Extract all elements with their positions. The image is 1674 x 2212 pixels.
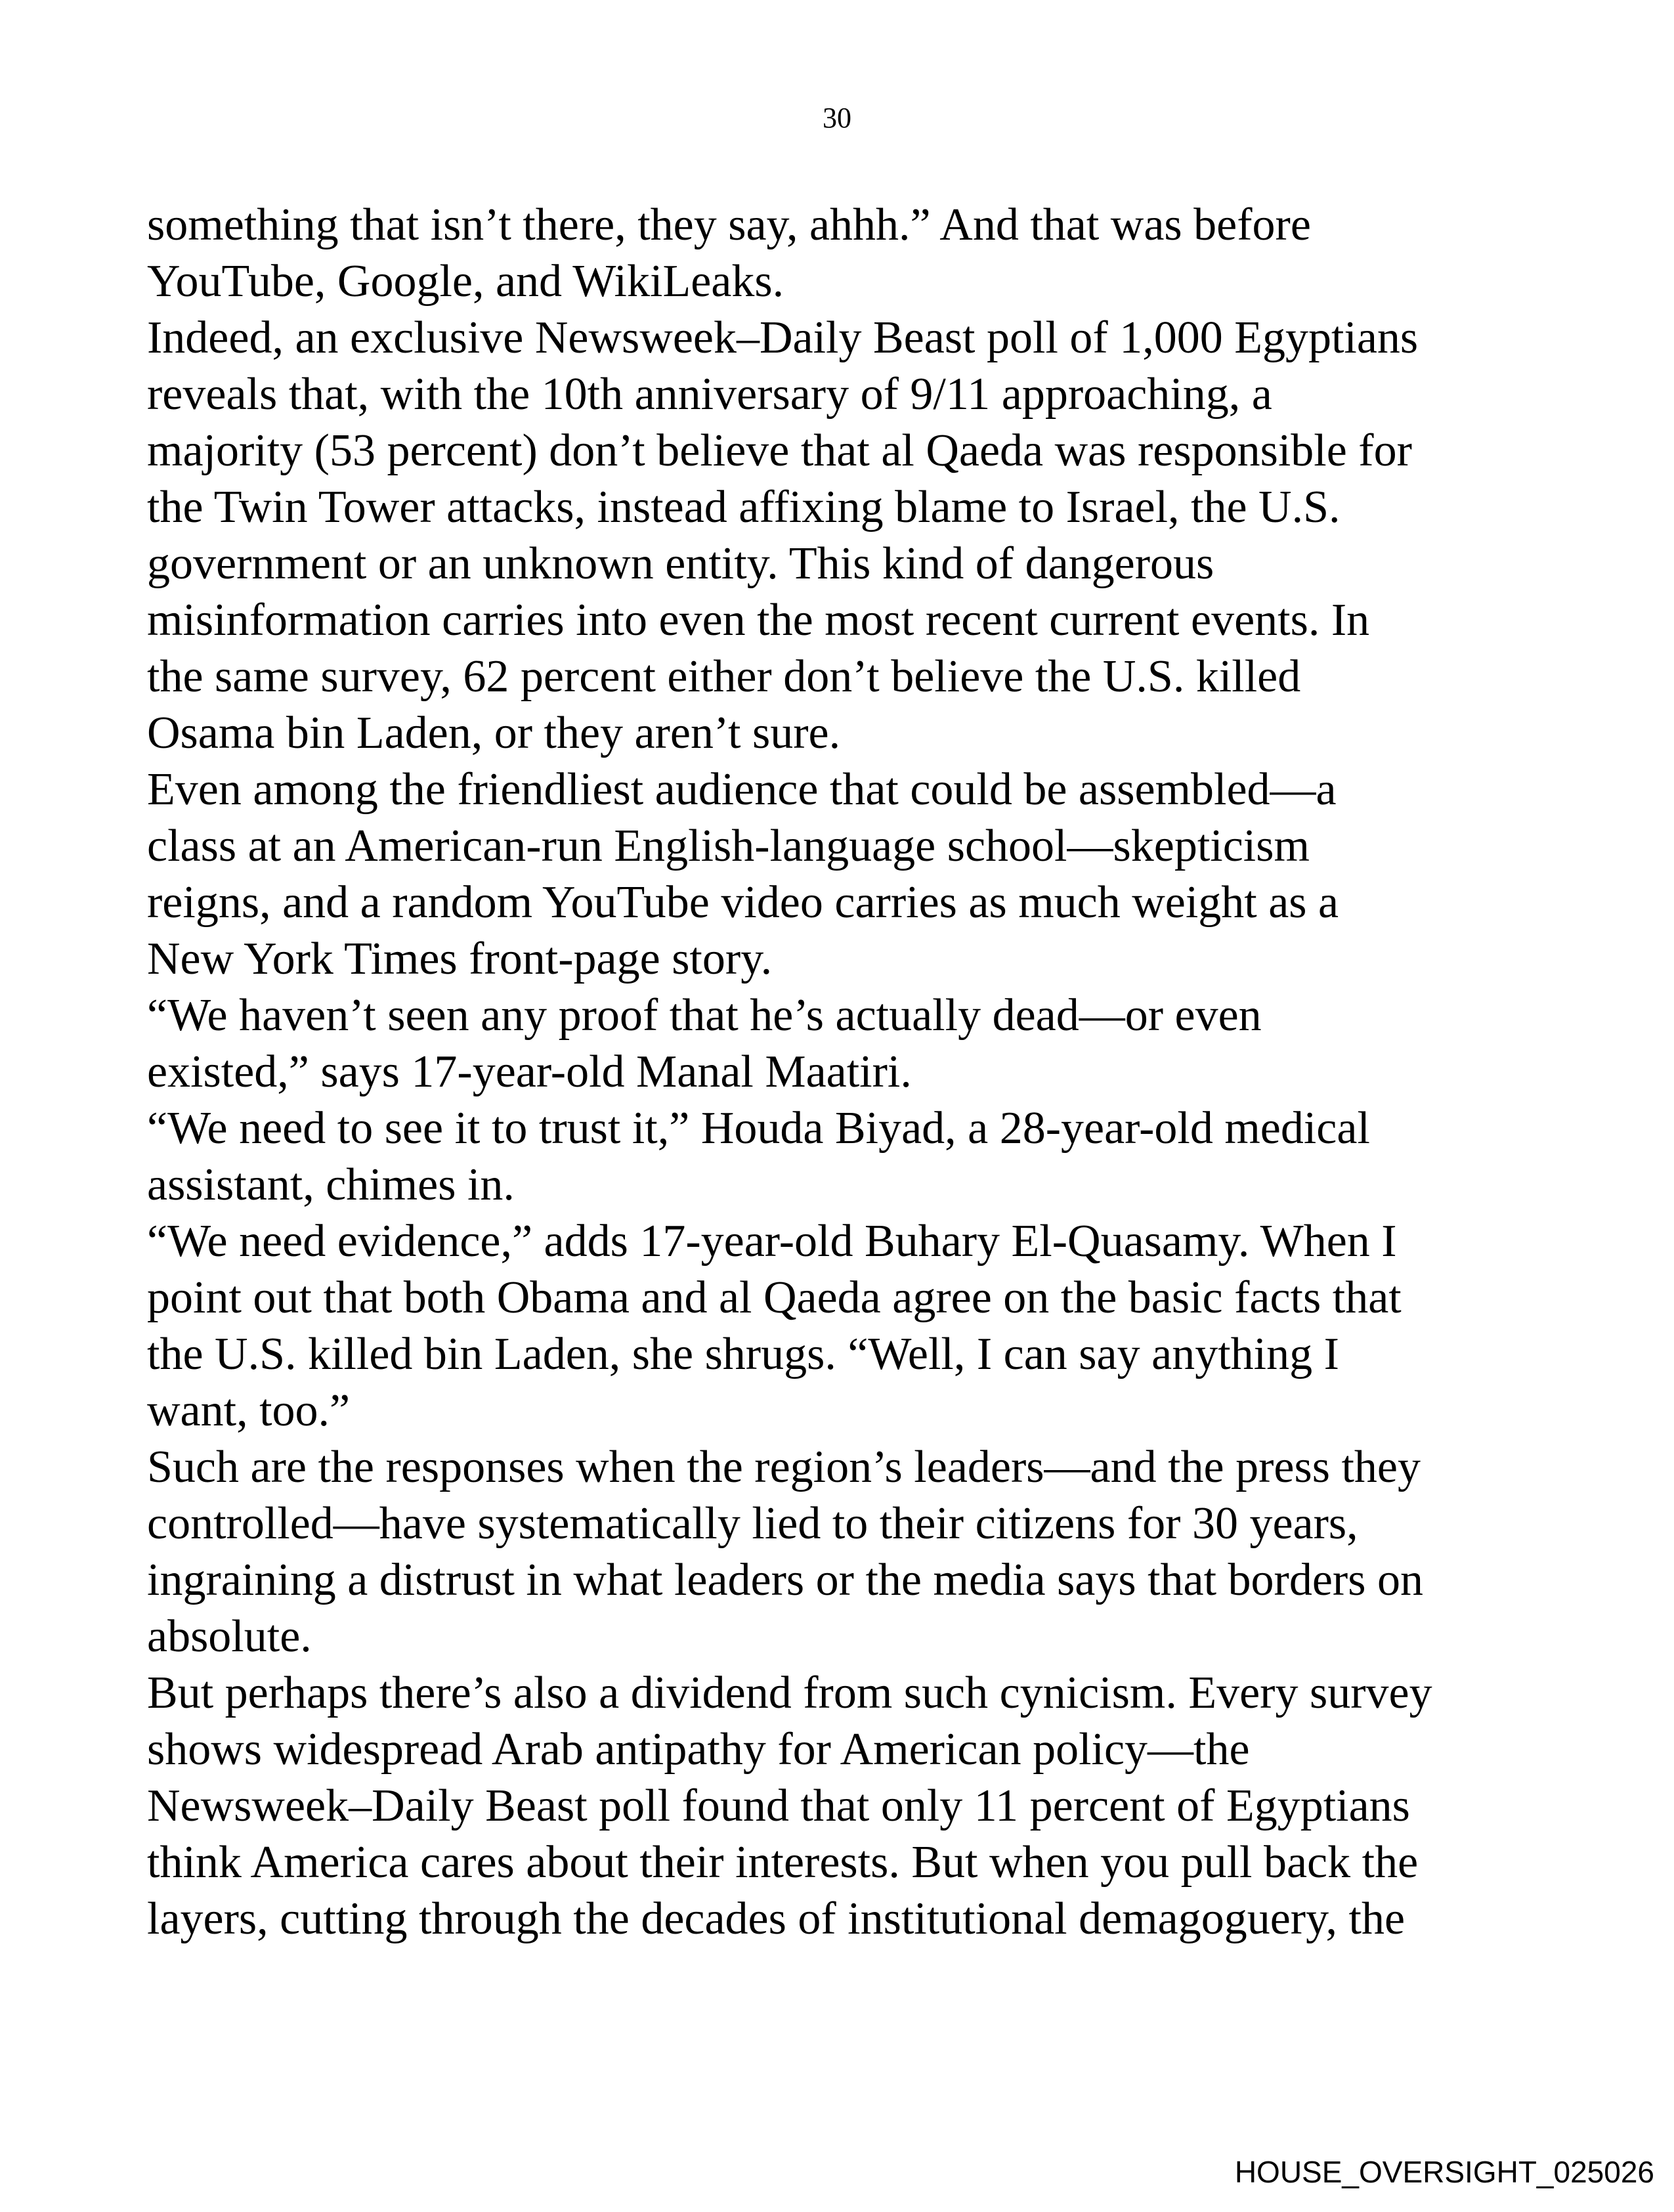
text-line: the U.S. killed bin Laden, she shrugs. “Well, I can say anything I [147, 1329, 1339, 1379]
text-line: “We need evidence,” adds 17-year-old Buhary El-Quasamy. When I [147, 1216, 1397, 1267]
document-id-footer: HOUSE_OVERSIGHT_025026 [1234, 2155, 1654, 2189]
text-line: shows widespread Arab antipathy for American policy—the [147, 1724, 1250, 1775]
text-line: something that isn’t there, they say, ahhh.” And that was before [147, 200, 1311, 250]
text-line: controlled—have systematically lied to their citizens for 30 years, [147, 1498, 1358, 1549]
text-line: ingraining a distrust in what leaders or the media says that borders on [147, 1555, 1423, 1605]
text-line: New York Times front-page story. [147, 934, 773, 984]
text-line: Osama bin Laden, or they aren’t sure. [147, 708, 841, 758]
text-line: layers, cutting through the decades of institutional demagoguery, the [147, 1894, 1406, 1944]
text-line: government or an unknown entity. This kind of dangerous [147, 538, 1214, 589]
text-line: think America cares about their interests. But when you pull back the [147, 1837, 1419, 1888]
text-line: Indeed, an exclusive Newsweek–Daily Beast poll of 1,000 Egyptians [147, 313, 1419, 363]
text-line: Newsweek–Daily Beast poll found that only 11 percent of Egyptians [147, 1781, 1410, 1831]
text-line: reveals that, with the 10th anniversary of 9/11 approaching, a [147, 369, 1272, 420]
text-line: the same survey, 62 percent either don’t believe the U.S. killed [147, 651, 1301, 702]
text-line: Such are the responses when the region’s leaders—and the press they [147, 1442, 1421, 1492]
text-line: class at an American-run English-language school—skepticism [147, 821, 1310, 871]
text-line: “We haven’t seen any proof that he’s actually dead—or even [147, 990, 1262, 1041]
text-line: assistant, chimes in. [147, 1160, 515, 1210]
page-number: 30 [823, 102, 851, 134]
text-line: absolute. [147, 1611, 312, 1662]
text-line: point out that both Obama and al Qaeda agree on the basic facts that [147, 1272, 1402, 1323]
text-line: Even among the friendliest audience that could be assembled—a [147, 764, 1337, 815]
text-line: misinformation carries into even the most recent current events. In [147, 595, 1370, 645]
text-line: majority (53 percent) don’t believe that al Qaeda was responsible for [147, 425, 1412, 476]
text-line: the Twin Tower attacks, instead affixing blame to Israel, the U.S. [147, 482, 1341, 532]
body-text [147, 197, 1558, 1947]
text-line: existed,” says 17-year-old Manal Maatiri. [147, 1047, 912, 1097]
text-line: reigns, and a random YouTube video carries as much weight as a [147, 877, 1339, 928]
text-line: But perhaps there’s also a dividend from such cynicism. Every survey [147, 1668, 1432, 1718]
text-line: “We need to see it to trust it,” Houda Biyad, a 28-year-old medical [147, 1103, 1370, 1154]
text-line: want, too.” [147, 1385, 351, 1436]
text-line: YouTube, Google, and WikiLeaks. [147, 256, 784, 307]
